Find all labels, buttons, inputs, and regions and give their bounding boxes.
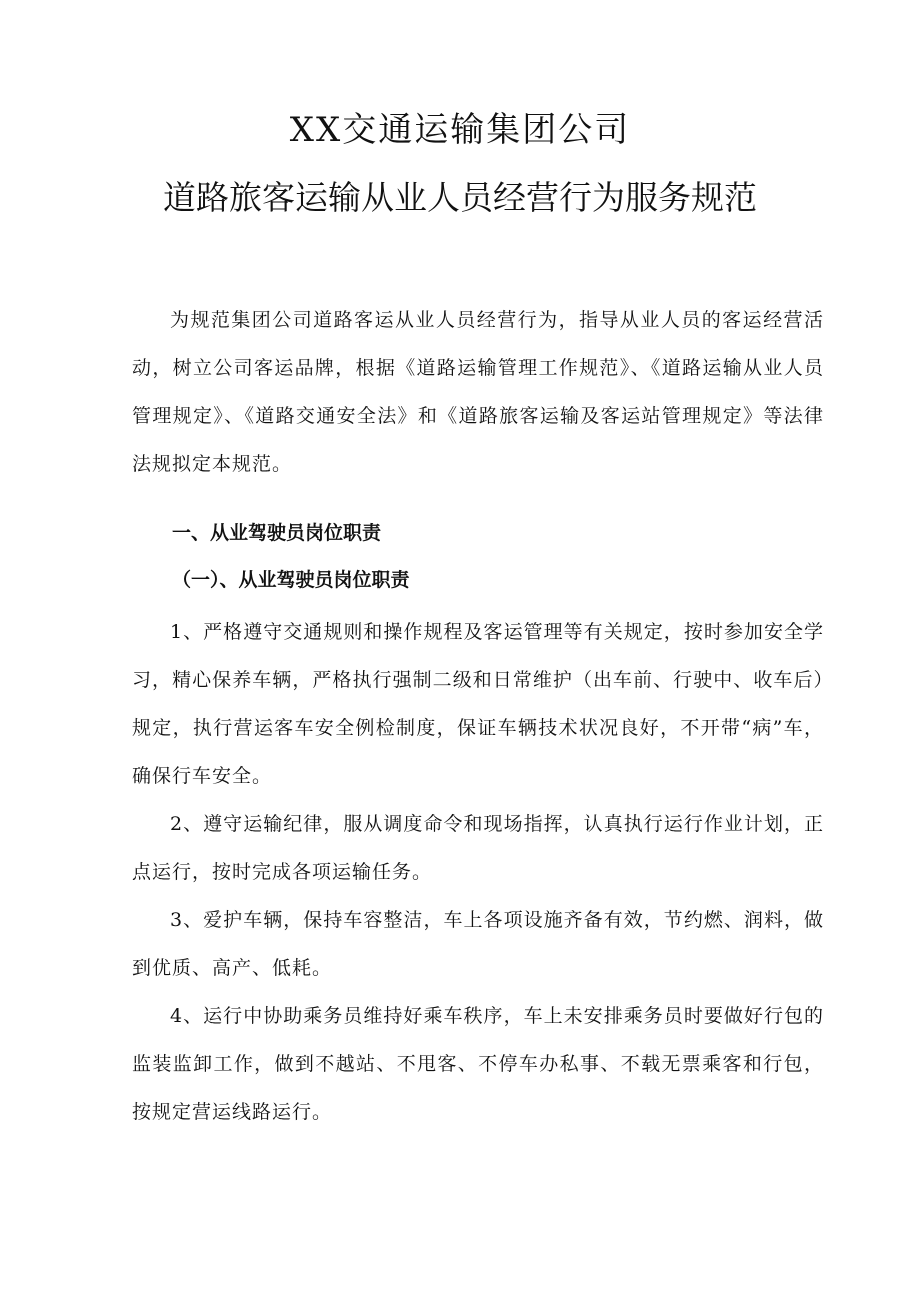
duty-item-4: 4、运行中协助乘务员维持好乘车秩序，车上未安排乘务员时要做好行包的监装监卸工作，做到不越站、不甩客、不停车办私事、不载无票乘客和行包，按规定营运线路运行。 <box>132 1005 824 1123</box>
intro-paragraph: 为规范集团公司道路客运从业人员经营行为，指导从业人员的客运经营活动，树立公司客运品牌，根据《道路运输管理工作规范》、《道路运输从业人员管理规定》、《道路交通安全法》和《道路旅客运输及客运站管理规定》等法律法规拟定本规范。 <box>132 309 824 475</box>
subsection-heading: （一）、从业驾驶员岗位职责 <box>172 569 410 591</box>
document-title-main: 道路旅客运输从业人员经营行为服务规范 <box>163 178 757 217</box>
duty-item-3: 3、爱护车辆，保持车容整洁，车上各项设施齐备有效，节约燃、润料，做到优质、高产、低耗。 <box>132 909 824 979</box>
section-heading: 一、从业驾驶员岗位职责 <box>172 522 382 544</box>
duty-item-1: 1、严格遵守交通规则和操作规程及客运管理等有关规定，按时参加安全学习，精心保养车辆，严格执行强制二级和日常维护（出车前、行驶中、收车后）规定，执行营运客车安全例检制度，保证车辆技术状况良好，不开带“病”车，确保行车安全。 <box>132 621 824 787</box>
document-title-company: XX交通运输集团公司 <box>289 110 631 150</box>
duty-item-2: 2、遵守运输纪律，服从调度命令和现场指挥，认真执行运行作业计划，正点运行，按时完成各项运输任务。 <box>132 813 824 883</box>
